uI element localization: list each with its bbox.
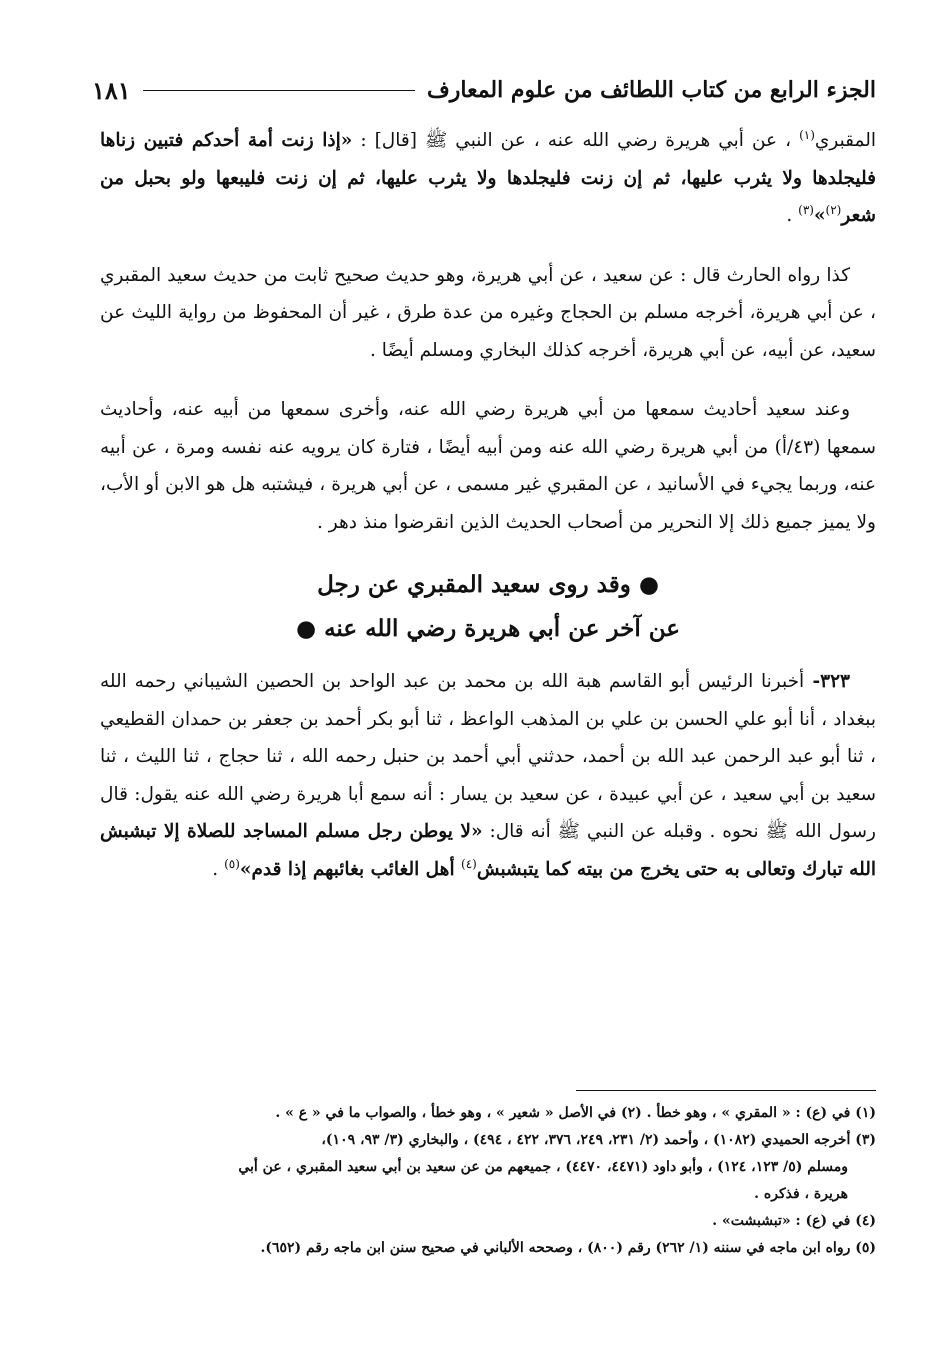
page-number: ١٨١ xyxy=(92,75,131,105)
running-title: الجزء الرابع من كتاب اللطائف من علوم المعارف xyxy=(426,77,876,103)
footnote-ref: (٥) xyxy=(224,856,240,871)
footnote-line: (٣) أخرجه الحميدي (١٠٨٢) ، وأحمد (٢/ ٢٣١، ٢٤٩، ٣٧٦، ٤٢٢ ، ٤٩٤) ، والبخاري (٣/ ٩٣، ١٠٩)، xyxy=(321,1132,876,1148)
footnote-ref: (٤) xyxy=(461,856,477,871)
footnotes xyxy=(100,1100,876,1262)
para4-text: . xyxy=(212,858,225,880)
paragraph-1 xyxy=(100,122,876,235)
hadith-quote: «لا يوطن رجل مسلم المساجد للصلاة إلا تبشبش الله تبارك وتعالى به حتى يخرج من بيته كما يتبشبش xyxy=(100,821,876,880)
footnote-line: (١) في (ع) : « المقري » ، وهو خطأ . (٢) في الأصل « شعير » ، وهو خطأ ، والصواب ما في « ع » . xyxy=(275,1105,876,1121)
section-heading xyxy=(100,563,876,651)
hadith-quote: أهل الغائب بغائبهم إذا قدم» xyxy=(239,858,462,880)
footnote-line: (٥) رواه ابن ماجه في سننه (١/ ٢٦٢) رقم (٨٠٠) ، وصححه الألباني في صحيح سنن ابن ماجه رقم (٦٥٢). xyxy=(260,1240,876,1256)
section-heading-line-2: عن آخر عن أبي هريرة رضي الله عنه ● xyxy=(296,615,680,642)
running-header xyxy=(92,72,876,108)
paragraph-3: وعند سعيد أحاديث سمعها من أبي هريرة رضي الله عنه، وأخرى سمعها من أبيه عنه، وأحاديث سمعها (٤٣/أ) من أبي هريرة رضي الله عنه ومن أبيه أيضًا ، فتارة كان يرويه عنه نفسه ومرة ، عن أبيه عنه، وربما يجيء في الأسانيد ، عن المقبري غير مسمى ، عن أبي هريرة ، فيشتبه هل هو الابن أو الأب، ولا يميز جميع ذلك إلا النحرير من أصحاب الحديث الذين انقرضوا منذ دهر . xyxy=(100,399,876,533)
paragraph-4 xyxy=(100,663,876,888)
para4-text: أخبرنا الرئيس أبو القاسم هبة الله بن محمد بن عبد الواحد بن الحصين الشيباني رحمه الله ببغداد ، أنا أبو علي الحسن بن علي بن المذهب الواعظ ، ثنا أبو بكر أحمد بن جعفر بن حمدان القطيعي ، ثنا أبو عبد الرحمن عبد الله بن أحمد، حدثني أبي أحمد بن حنبل رحمه الله ، ثنا حجاج ، ثنا الليث ، ثنا سعيد بن أبي سعيد ، عن أبي عبيدة ، عن سعيد بن يسار : أنه سمع أبا هريرة رضي الله عنه يقول: قال رسول الله ﷺ نحوه . وقبله عن النبي ﷺ أنه قال: xyxy=(100,671,876,842)
footnote-rule xyxy=(576,1090,876,1091)
footnote-ref: (٢) xyxy=(825,202,842,217)
paragraph-2: كذا رواه الحارث قال : عن سعيد ، عن أبي هريرة، وهو حديث صحيح ثابت من حديث سعيد المقبري ، عن أبي هريرة، أخرجه مسلم بن الحجاج وغيره من عدة طرق ، غير أن المحفوظ من رواية الليث عن سعيد، عن أبيه، عن أبي هريرة، أخرجه كذلك البخاري ومسلم أيضًا . xyxy=(100,264,876,361)
main-text xyxy=(100,122,876,910)
footnote-line: (٤) في (ع) : «تبشبشت» . xyxy=(712,1213,876,1229)
footnote-ref: (٣) xyxy=(798,202,814,217)
footnote-ref: (١) xyxy=(799,127,815,142)
footnote-line: ومسلم (٥/ ١٢٣، ١٢٤) ، وأبو داود (٤٤٧١، ٤٤٧٠) ، جميعهم من عن سعيد بن أبي سعيد المقبري ، عن أبي xyxy=(238,1159,848,1175)
section-heading-line-1: ● وقد روى سعيد المقبري عن رجل xyxy=(317,571,659,598)
hadith-number: ٣٢٣- xyxy=(804,671,850,692)
para1-text: ، عن أبي هريرة رضي الله عنه ، عن النبي ﷺ [قال] : xyxy=(360,130,800,151)
hadith-quote: «إذا زنت أمة أحدكم فتبين زناها فليجلدها ولا يثرب عليها، ثم إن زنت فليجلدها ولا يثرب عليها، ثم إن زنت فليبعها ولو بحبل من شعر xyxy=(100,130,876,226)
para1-text: . xyxy=(786,205,799,226)
header-rule xyxy=(143,90,415,91)
para1-text: المقبري xyxy=(814,130,876,151)
footnote-line: هريرة ، فذكره . xyxy=(754,1186,848,1202)
quote-mark: » xyxy=(813,205,826,226)
